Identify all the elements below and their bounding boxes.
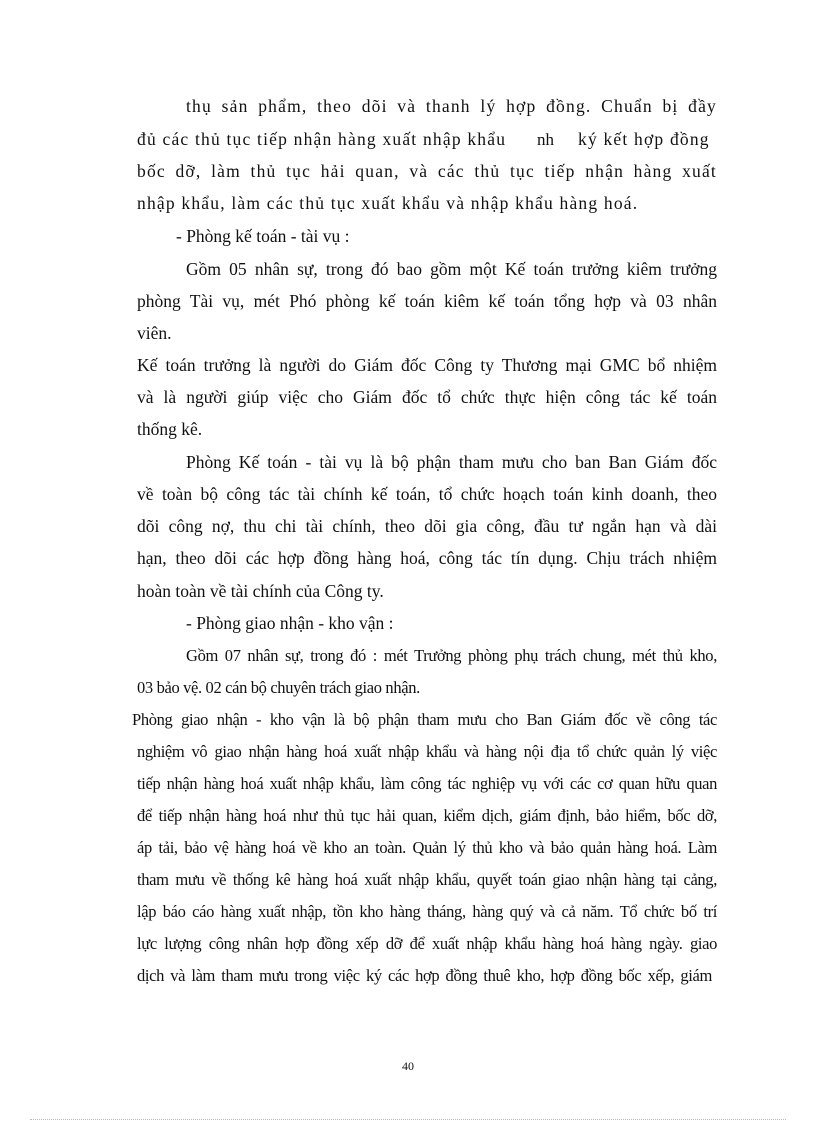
text-line: lập báo cáo hàng xuất nhập, tồn kho hàng tháng, hàng quý và cả năm. Tổ chức bố trí bbox=[137, 902, 717, 921]
text-line: và là người giúp việc cho Giám đốc tổ chức thực hiện công tác kế toán bbox=[137, 387, 717, 407]
section-heading: - Phòng giao nhận - kho vận : bbox=[186, 613, 394, 633]
text-line: ký kết hợp đồng bbox=[578, 129, 710, 149]
text-line: Kế toán trưởng là người do Giám đốc Công ty Thương mại GMC bổ nhiệm bbox=[137, 355, 717, 375]
text-line: tham mưu về thống kê hàng hoá xuất nhập khẩu, quyết toán giao nhận hàng tại cảng, bbox=[137, 870, 717, 889]
text-fragment: nh bbox=[537, 130, 554, 149]
text-line: Gồm 05 nhân sự, trong đó bao gồm một Kế toán trưởng kiêm trưởng bbox=[186, 259, 717, 279]
text-line: hạn, theo dõi các hợp đồng hàng hoá, công tác tín dụng. Chịu trách nhiệm bbox=[137, 548, 717, 568]
text-line: lực lượng công nhân hợp đồng xếp dỡ để xuất nhập khẩu hàng hoá hàng ngày. giao bbox=[137, 934, 717, 953]
text-line: 03 bảo vệ. 02 cán bộ chuyên trách giao nhận. bbox=[137, 678, 420, 697]
text-line: thống kê. bbox=[137, 419, 203, 439]
text-line: thụ sản phẩm, theo dõi và thanh lý hợp đồng. Chuẩn bị đầy bbox=[186, 96, 717, 116]
text-line: viên. bbox=[137, 323, 172, 343]
text-line: Phòng giao nhận - kho vận là bộ phận tham mưu cho Ban Giám đốc về công tác bbox=[132, 710, 717, 729]
text-line: nhập khẩu, làm các thủ tục xuất khẩu và nhập khẩu hàng hoá. bbox=[137, 193, 639, 213]
text-line: hoàn toàn về tài chính của Công ty. bbox=[137, 581, 384, 601]
page-bottom-rule bbox=[30, 1119, 786, 1120]
text-line: phòng Tài vụ, mét Phó phòng kế toán kiêm kế toán tổng hợp và 03 nhân bbox=[137, 291, 717, 311]
text-line: bốc dỡ, làm thủ tục hải quan, và các thủ tục tiếp nhận hàng xuất bbox=[137, 161, 717, 181]
text-line: dịch và làm tham mưu trong việc ký các hợp đồng thuê kho, hợp đồng bốc xếp, giám bbox=[137, 966, 712, 985]
section-heading: - Phòng kế toán - tài vụ : bbox=[176, 226, 350, 246]
text-line: dõi công nợ, thu chi tài chính, theo dõi gia công, đầu tư ngắn hạn và dài bbox=[137, 516, 717, 536]
text-line: áp tải, bảo vệ hàng hoá về kho an toàn. Quản lý thủ kho và bảo quản hàng hoá. Làm bbox=[137, 838, 717, 857]
text-line: về toàn bộ công tác tài chính kế toán, tổ chức hoạch toán kinh doanh, theo bbox=[137, 484, 717, 504]
text-line: nghiệm vô giao nhận hàng hoá xuất nhập khẩu và hàng nội địa tổ chức quản lý việc bbox=[137, 742, 717, 761]
text-line: để tiếp nhận hàng hoá như thủ tục hải quan, kiểm dịch, giám định, bảo hiểm, bốc dỡ, bbox=[137, 806, 717, 825]
page-number: 40 bbox=[402, 1059, 414, 1073]
text-line: Phòng Kế toán - tài vụ là bộ phận tham mưu cho ban Ban Giám đốc bbox=[186, 452, 717, 472]
text-line: tiếp nhận hàng hoá xuất nhập khẩu, làm công tác nghiệp vụ với các cơ quan hữu quan bbox=[137, 774, 717, 793]
text-line: đủ các thủ tục tiếp nhận hàng xuất nhập khẩu bbox=[137, 129, 507, 149]
text-line: Gồm 07 nhân sự, trong đó : mét Trưởng phòng phụ trách chung, mét thủ kho, bbox=[186, 646, 717, 665]
